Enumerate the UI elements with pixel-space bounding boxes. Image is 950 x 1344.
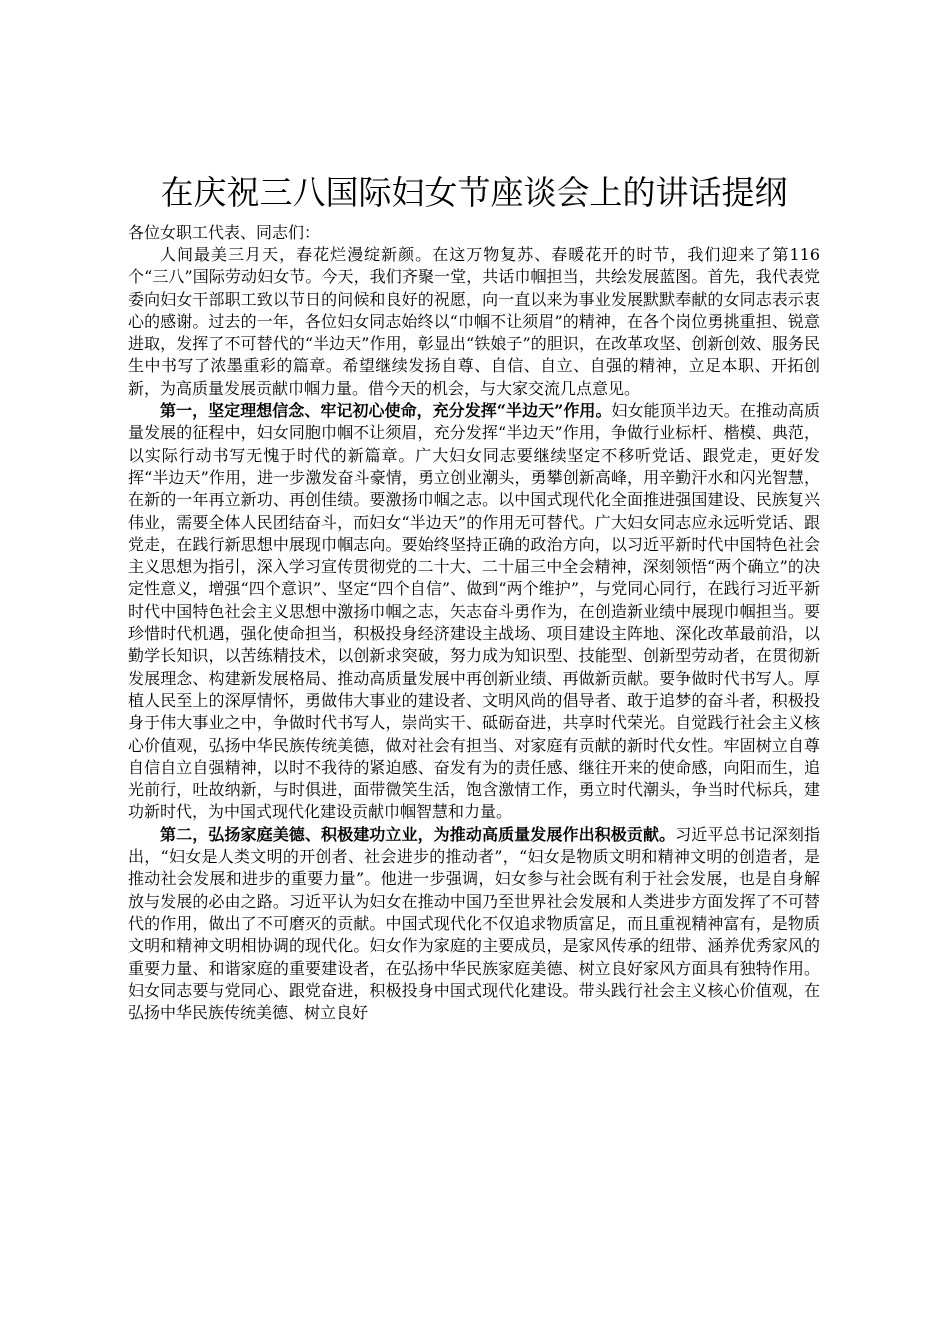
document-page (128, 168, 820, 1024)
paragraph-first-point-text: 妇女能顶半边天。在推动高质量发展的征程中，妇女同胞巾帼不让须眉，充分发挥“半边天”作用，争做行业标杆、楷模、典范，以实际行动书写无愧于时代的新篇章。广大妇女同志要继续坚定不移听党话、跟党走，更好发挥“半边天”作用，进一步激发奋斗豪情，勇立创业潮头，勇攀创新高峰，用辛勤汗水和闪光智慧，在新的一年再立新功、再创佳绩。要激扬巾帼之志。以中国式现代化全面推进强国建设、民族复兴伟业，需要全体人民团结奋斗，而妇女“半边天”的作用无可替代。广大妇女同志应永远听党话、跟党走，在践行新思想中展现巾帼志向。要始终坚持正确的政治方向，以习近平新时代中国特色社会主义思想为指引，深入学习宣传贯彻党的二十大、二十届三中全会精神，深刻领悟“两个确立”的决定性意义，增强“四个意识”、坚定“四个自信”、做到“两个维护”，与党同心同行，在践行习近平新时代中国特色社会主义思想中激扬巾帼之志，矢志奋斗勇作为，在创造新业绩中展现巾帼担当。要珍惜时代机遇，强化使命担当，积极投身经济建设主战场、项目建设主阵地、深化改革最前沿，以勤学长知识，以苦练精技术，以创新求突破，努力成为知识型、技能型、创新型劳动者，在贯彻新发展理念、构建新发展格局、推动高质量发展中再创新业绩、再做新贡献。要争做时代书写人。厚植人民至上的深厚情怀，勇做伟大事业的建设者、文明风尚的倡导者、敢于追梦的奋斗者，积极投身于伟大事业之中，争做时代书写人，崇尚实干、砥砺奋进，共享时代荣光。自觉践行社会主义核心价值观，弘扬中华民族传统美德，做对社会有担当、对家庭有贡献的新时代女性。牢固树立自尊自信自立自强精神，以时不我待的紧迫感、奋发有为的责任感、继往开来的使命感，向阳而生，追光前行，吐故纳新，与时俱进，面带微笑生活，饱含激情工作，勇立时代潮头，争当时代标兵，建功新时代，为中国式现代化建设贡献巾帼智慧和力量。 (128, 401, 820, 822)
salutation: 各位女职工代表、同志们： (128, 223, 321, 242)
paragraph-first-point-heading: 第一，坚定理想信念、牢记初心使命，充分发挥“半边天”作用。 (160, 401, 612, 421)
paragraph-second-point-heading: 第二，弘扬家庭美德、积极建功立业，为推动高质量发展作出积极贡献。 (160, 824, 676, 844)
paragraph-second-point (128, 824, 820, 1025)
document-title: 在庆祝三八国际妇女节座谈会上的讲话提纲 (160, 173, 788, 212)
paragraph-intro-text: 人间最美三月天，春花烂漫绽新颜。在这万物复苏、春暖花开的时节，我们迎来了第116个“三八”国际劳动妇女节。今天，我们齐聚一堂，共话巾帼担当，共绘发展蓝图。首先，我代表党委向妇女干部职工致以节日的问候和良好的祝愿，向一直以来为事业发展默默奉献的女同志表示衷心的感谢。过去的一年，各位妇女同志始终以“巾帼不让须眉”的精神，在各个岗位勇挑重担、锐意进取，发挥了不可替代的“半边天”作用，彰显出“铁娘子”的胆识，在改革攻坚、创新创效、服务民生中书写了浓墨重彩的篇章。希望继续发扬自尊、自信、自立、自强的精神，立足本职、开拓创新，为高质量发展贡献巾帼力量。借今天的机会，与大家交流几点意见。 (128, 245, 820, 398)
paragraph-first-point (128, 400, 820, 824)
paragraph-second-point-text: 习近平总书记深刻指出，“妇女是人类文明的开创者、社会进步的推动者”，“妇女是物质文明和精神文明的创造者，是推动社会发展和进步的重要力量”。他进一步强调，妇女参与社会既有利于社会发展，也是自身解放与发展的必由之路。习近平认为妇女在推动中国乃至世界社会发展和人类进步方面发挥了不可替代的作用，做出了不可磨灭的贡献。中国式现代化不仅追求物质富足，而且重视精神富有，是物质文明和精神文明相协调的现代化。妇女作为家庭的主要成员，是家风传承的纽带、涵养优秀家风的重要力量、和谐家庭的重要建设者，在弘扬中华民族家庭美德、树立良好家风方面具有独特作用。妇女同志要与党同心、跟党奋进，积极投身中国式现代化建设。带头践行社会主义核心价值观，在弘扬中华民族传统美德、树立良好 (128, 824, 820, 1023)
paragraph-intro (128, 244, 820, 400)
